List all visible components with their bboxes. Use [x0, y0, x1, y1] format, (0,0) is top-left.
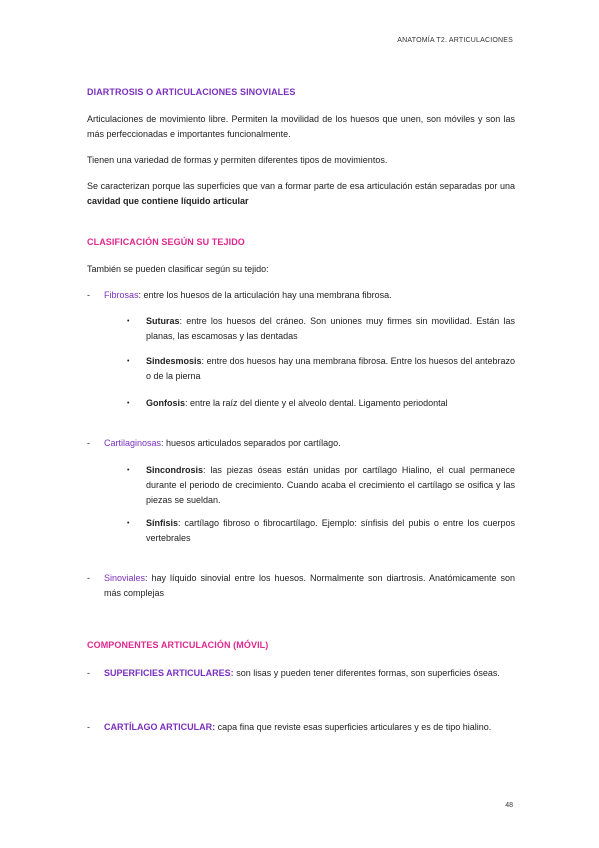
text-fibrosas: : entre los huesos de la articulación hay una membrana fibrosa. — [138, 290, 392, 300]
paragraph-classification-intro: También se pueden clasificar según su tejido: — [87, 264, 269, 274]
sub-item-sincondrosis — [127, 463, 515, 508]
term-sinfisis: Sínfisis — [146, 518, 179, 528]
text-sinfisis: : cartílago fibroso o fibrocartílago. Ejemplo: sínfisis del pubis o entre los cuerpos vertebrales — [146, 518, 515, 543]
section-heading-clasificacion: CLASIFICACIÓN SEGÚN SU TEJIDO — [87, 237, 245, 247]
dash-marker: - — [87, 722, 90, 732]
paragraph-characteristics-text: Se caracterizan porque las superficies que van a formar parte de esa articulación están separadas por una — [87, 181, 515, 191]
paragraph-characteristics-bold: cavidad que contiene líquido articular — [87, 196, 249, 206]
dash-marker: - — [87, 290, 90, 300]
text-superficies: son lisas y pueden tener diferentes formas, son superficies óseas. — [233, 668, 500, 678]
list-item-cartilaginosas — [87, 436, 515, 451]
paragraph-characteristics — [87, 179, 515, 209]
term-cartilago: CARTÍLAGO ARTICULAR: — [104, 722, 216, 732]
sub-item-gonfosis — [127, 396, 515, 411]
list-item-sinoviales — [87, 571, 515, 601]
sub-item-suturas — [127, 314, 515, 344]
term-fibrosas: Fibrosas — [104, 290, 139, 300]
text-cartilaginosas: : huesos articulados separados por cartílago. — [161, 438, 341, 448]
list-item-superficies — [87, 666, 515, 681]
term-sinoviales: Sinoviales — [104, 573, 146, 583]
paragraph-definition: Articulaciones de movimiento libre. Permiten la movilidad de los huesos que unen, son móviles y son las más perfeccionadas e importantes funcionalmente. — [87, 114, 515, 139]
term-cartilaginosas: Cartilaginosas — [104, 438, 162, 448]
text-sindesmosis: : entre dos huesos hay una membrana fibrosa. Entre los huesos del antebrazo o de la pierna — [146, 356, 515, 381]
bullet-marker: • — [127, 358, 130, 365]
text-sinoviales: : hay líquido sinovial entre los huesos. Normalmente son diartrosis. Anatómicamente son más complejas — [104, 573, 515, 598]
text-cartilago: capa fina que reviste esas superficies articulares y es de tipo hialino. — [215, 722, 492, 732]
text-sincondrosis: : las piezas óseas están unidas por cartílago Hialino, el cual permanece durante el periodo de crecimiento. Cuando acaba el crecimiento el cartílago se osifica y las piezas se sueldan. — [146, 465, 515, 505]
section-heading-componentes: COMPONENTES ARTICULACIÓN (MÓVIL) — [87, 640, 269, 650]
dash-marker: - — [87, 438, 90, 448]
bullet-marker: • — [127, 467, 130, 474]
bullet-marker: • — [127, 318, 130, 325]
bullet-marker: • — [127, 400, 130, 407]
text-suturas: : entre los huesos del cráneo. Son uniones muy firmes sin movilidad. Están las planas, las escamosas y las dentadas — [146, 316, 515, 341]
list-item-cartilago — [87, 720, 515, 735]
running-header: ANATOMÍA T2. ARTICULACIONES — [397, 37, 513, 44]
term-sindesmosis: Sindesmosis — [146, 356, 202, 366]
term-sincondrosis: Sincondrosis — [146, 465, 204, 475]
term-suturas: Suturas — [146, 316, 180, 326]
list-item-fibrosas — [87, 288, 515, 303]
section-heading-diartrosis: DIARTROSIS O ARTICULACIONES SINOVIALES — [87, 87, 296, 97]
sub-item-sinfisis — [127, 516, 515, 546]
paragraph-variety: Tienen una variedad de formas y permiten diferentes tipos de movimientos. — [87, 155, 388, 165]
sub-item-sindesmosis — [127, 354, 515, 384]
bullet-marker: • — [127, 520, 130, 527]
dash-marker: - — [87, 573, 90, 583]
dash-marker: - — [87, 668, 90, 678]
term-gonfosis: Gonfosis — [146, 398, 186, 408]
term-superficies: SUPERFICIES ARTICULARES: — [104, 668, 234, 678]
text-gonfosis: : entre la raíz del diente y el alveolo dental. Ligamento periodontal — [185, 398, 448, 408]
page-number: 48 — [505, 802, 513, 809]
